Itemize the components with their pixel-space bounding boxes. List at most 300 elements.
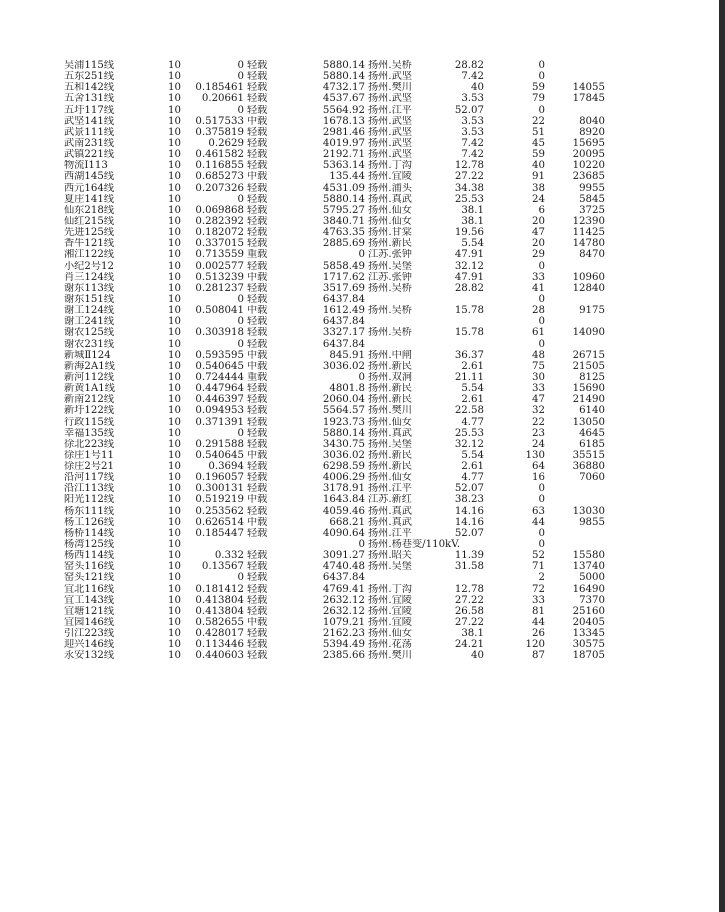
load-status-cell: 轻载 [247,60,268,71]
table-row [0,350,719,361]
capacity-cell: 2885.69 [322,238,365,250]
voltage-cell: 10 [168,427,181,439]
value-cell: 19.56 [454,227,484,239]
total-cell: 12840 [572,282,605,294]
voltage-cell: 10 [168,215,181,227]
line-name-cell: 宜北116线 [64,583,115,595]
table-row [0,606,719,617]
table-row [0,561,719,572]
load-status-cell: 中载 [247,271,268,283]
load-status-cell: 轻载 [247,505,268,517]
table-row [0,183,719,194]
table-row [0,405,719,416]
capacity-cell: 4769.41 [322,583,365,595]
capacity-cell: 668.21 [329,516,365,528]
table-row [0,205,719,216]
count-cell: 0 [538,260,545,272]
substation-cell: 扬州.樊川 [368,405,412,417]
count-cell: 79 [532,93,545,105]
load-rate-cell: 0.685273 [195,171,244,183]
capacity-cell: 845.91 [329,349,365,361]
substation-cell: 扬州.江平 [368,104,412,116]
voltage-cell: 10 [168,149,181,161]
line-name-cell: 迎兴146线 [64,639,115,651]
voltage-cell: 10 [168,617,181,629]
substation-cell: 扬州.中闸 [368,349,412,361]
capacity-cell: 3178.91 [322,483,365,495]
substation-cell: 扬州.吴桥 [368,305,412,317]
load-rate-cell: 0.446397 [195,394,244,406]
load-rate-cell: 0.461582 [195,149,244,161]
line-name-cell: 仙红215线 [64,215,115,227]
voltage-cell: 10 [168,550,181,562]
table-row [0,227,719,238]
load-status-cell: 轻载 [247,104,268,116]
count-cell: 91 [532,171,545,183]
value-cell: 2.61 [461,360,484,372]
capacity-cell: 1643.84 [322,494,365,506]
load-rate-cell: 0.20661 [201,93,244,105]
line-name-cell: 引江223线 [64,628,115,640]
value-cell: 28.82 [454,282,484,294]
load-rate-cell: 0.519219 [195,494,244,506]
load-status-cell: 轻载 [247,338,268,350]
count-cell: 45 [532,137,545,149]
load-rate-cell: 0.281237 [195,282,244,294]
count-cell: 28 [532,305,545,317]
load-status-cell: 中载 [247,516,268,528]
voltage-cell: 10 [168,227,181,239]
line-name-cell: 杨桥114线 [64,527,115,539]
table-row [0,216,719,227]
count-cell: 0 [538,293,545,305]
total-cell: 30575 [572,639,605,651]
line-name-cell: 物流Ⅰ113 [64,160,108,172]
load-status-cell: 轻载 [247,438,268,450]
substation-cell: 扬州.武坚 [368,71,412,83]
table-row [0,71,719,82]
load-rate-cell: 0 [237,427,244,439]
voltage-cell: 10 [168,394,181,406]
load-rate-cell: 0 [237,71,244,83]
load-status-cell: 轻载 [247,93,268,105]
substation-cell: 扬州.樊川 [368,650,412,662]
voltage-cell: 10 [168,583,181,595]
count-cell: 0 [538,527,545,539]
count-cell: 47 [532,394,545,406]
total-cell: 9175 [579,305,605,317]
table-row [0,294,719,305]
substation-cell: 扬州.仙女 [368,472,412,484]
voltage-cell: 10 [168,338,181,350]
count-cell: 30 [532,371,545,383]
capacity-cell: 5394.49 [322,639,365,651]
line-name-cell: 阳光112线 [64,494,115,506]
count-cell: 51 [532,126,545,138]
line-name-cell: 新黄1A1线 [64,383,115,395]
capacity-cell: 3036.02 [322,360,365,372]
line-name-cell: 徐庄1号11 [64,449,115,461]
capacity-cell: 5858.49 [322,260,365,272]
substation-cell: 扬州.武坚 [368,137,412,149]
count-cell: 72 [532,583,545,595]
load-rate-cell: 0 [237,60,244,71]
load-status-cell: 轻载 [247,149,268,161]
total-cell: 10960 [572,271,605,283]
capacity-cell: 4019.97 [322,137,365,149]
value-cell: 27.22 [454,617,484,629]
line-name-cell: 武南231线 [64,137,115,149]
voltage-cell: 10 [168,327,181,339]
substation-cell: 扬州.武坚 [368,149,412,161]
line-name-cell: 香牛121线 [64,238,115,250]
capacity-cell: 5795.27 [322,204,365,216]
table-row [0,60,719,71]
load-status-cell: 轻载 [247,483,268,495]
table-row [0,238,719,249]
value-cell: 15.78 [454,327,484,339]
load-rate-cell: 0 [237,104,244,116]
count-cell: 120 [525,639,545,651]
total-cell: 11425 [572,227,605,239]
line-name-cell: 小纪2号12 [64,260,115,272]
total-cell: 13050 [572,416,605,428]
value-cell: 31.58 [454,561,484,573]
count-cell: 130 [525,449,545,461]
voltage-cell: 10 [168,605,181,617]
capacity-cell: 5363.14 [322,160,365,172]
table-row [0,316,719,327]
value-cell: 28.82 [454,60,484,71]
voltage-cell: 10 [168,126,181,138]
capacity-cell: 4801.8 [329,383,365,395]
load-status-cell: 轻载 [247,550,268,562]
load-status-cell: 中载 [247,449,268,461]
voltage-cell: 10 [168,650,181,662]
line-name-cell: 谢农231线 [64,338,115,350]
line-name-cell: 宜园146线 [64,617,115,629]
load-status-cell: 轻载 [247,594,268,606]
load-rate-cell: 0.069868 [195,204,244,216]
substation-cell: 扬州.真武 [368,427,412,439]
substation-cell: 扬州.甘棠 [368,227,412,239]
table-row [0,339,719,350]
value-cell: 5.54 [461,449,484,461]
count-cell: 24 [532,193,545,205]
total-cell: 15690 [572,383,605,395]
load-status-cell: 轻载 [247,427,268,439]
table-row [0,249,719,260]
value-cell: 26.58 [454,605,484,617]
load-rate-cell: 0 [237,572,244,584]
count-cell: 59 [532,82,545,94]
load-rate-cell: 0.447964 [195,383,244,395]
load-rate-cell: 0.375819 [195,126,244,138]
capacity-cell: 2632.12 [322,594,365,606]
count-cell: 22 [532,115,545,127]
count-cell: 87 [532,650,545,662]
load-rate-cell: 0.13567 [201,561,244,573]
capacity-cell: 2192.71 [322,149,365,161]
load-status-cell: 轻载 [247,628,268,640]
load-status-cell: 轻载 [247,383,268,395]
load-status-cell: 中载 [247,115,268,127]
substation-cell: 扬州.新民 [368,360,412,372]
voltage-cell: 10 [168,438,181,450]
voltage-cell: 10 [168,293,181,305]
table-row [0,506,719,517]
table-row [0,461,719,472]
total-cell: 6185 [579,438,605,450]
count-cell: 0 [538,104,545,116]
load-rate-cell: 0.253562 [195,505,244,517]
voltage-cell: 10 [168,271,181,283]
capacity-cell: 4537.67 [322,93,365,105]
table-row [0,428,719,439]
table-row [0,283,719,294]
substation-cell: 扬州.花荡 [368,639,412,651]
line-name-cell: 行政115线 [64,416,115,428]
total-cell: 8040 [579,115,605,127]
count-cell: 23 [532,427,545,439]
load-status-cell: 重载 [247,371,268,383]
load-rate-cell: 0.300131 [195,483,244,495]
load-rate-cell: 0.332 [214,550,244,562]
capacity-cell: 3517.69 [322,282,365,294]
total-cell: 8470 [579,249,605,261]
load-rate-cell: 0 [237,193,244,205]
table-row [0,372,719,383]
voltage-cell: 10 [168,238,181,250]
capacity-cell: 5564.92 [322,104,365,116]
table-row [0,171,719,182]
line-name-cell: 五和142线 [64,82,115,94]
count-cell: 0 [538,316,545,328]
voltage-cell: 10 [168,316,181,328]
value-cell: 5.54 [461,383,484,395]
voltage-cell: 10 [168,193,181,205]
capacity-cell: 4732.17 [322,82,365,94]
substation-cell: 江苏.新红 [368,494,412,506]
value-cell: 25.53 [454,193,484,205]
load-status-cell: 轻载 [247,160,268,172]
value-cell: 12.78 [454,583,484,595]
count-cell: 0 [538,483,545,495]
capacity-cell: 1923.73 [322,416,365,428]
line-name-cell: 武镇221线 [64,149,115,161]
voltage-cell: 10 [168,461,181,473]
count-cell: 0 [538,539,545,551]
count-cell: 41 [532,282,545,294]
count-cell: 61 [532,327,545,339]
voltage-cell: 10 [168,93,181,105]
total-cell: 17845 [572,93,605,105]
voltage-cell: 10 [168,204,181,216]
count-cell: 47 [532,227,545,239]
load-status-cell: 轻载 [247,572,268,584]
voltage-cell: 10 [168,182,181,194]
count-cell: 2 [538,572,545,584]
value-cell: 3.53 [461,93,484,105]
count-cell: 20 [532,238,545,250]
substation-cell: 扬州.新民 [368,449,412,461]
load-rate-cell: 0.428017 [195,628,244,640]
total-cell: 13740 [572,561,605,573]
capacity-cell: 4531.09 [322,182,365,194]
line-name-cell: 永安132线 [64,650,115,662]
voltage-cell: 10 [168,516,181,528]
substation-cell: 扬州.昭关 [368,550,412,562]
load-status-cell: 中载 [247,494,268,506]
count-cell: 26 [532,628,545,640]
total-cell: 8125 [579,371,605,383]
capacity-cell: 3091.27 [322,550,365,562]
load-rate-cell: 0.540645 [195,360,244,372]
load-rate-cell: 0.540645 [195,449,244,461]
capacity-cell: 5880.14 [322,71,365,83]
count-cell: 71 [532,561,545,573]
voltage-cell: 10 [168,449,181,461]
table-row [0,160,719,171]
voltage-cell: 10 [168,282,181,294]
load-rate-cell: 0.207326 [195,182,244,194]
value-cell: 4.77 [461,416,484,428]
table-row [0,361,719,372]
value-cell: 52.07 [454,104,484,116]
line-name-cell: 五东251线 [64,71,115,83]
total-cell: 5000 [579,572,605,584]
load-status-cell: 轻载 [247,282,268,294]
load-rate-cell: 0 [237,316,244,328]
count-cell: 48 [532,349,545,361]
table-row [0,383,719,394]
voltage-cell: 10 [168,160,181,172]
total-cell: 25160 [572,605,605,617]
voltage-cell: 10 [168,305,181,317]
voltage-cell: 10 [168,171,181,183]
line-name-cell: 仙东218线 [64,204,115,216]
total-cell: 6140 [579,405,605,417]
table-row [0,550,719,561]
capacity-cell: 2981.46 [322,126,365,138]
table-row [0,327,719,338]
voltage-cell: 10 [168,472,181,484]
value-cell: 52.07 [454,527,484,539]
substation-cell: 扬州.新民 [368,238,412,250]
line-name-cell: 宜工143线 [64,594,115,606]
line-name-cell: 五圩117线 [64,104,115,116]
capacity-cell: 6298.59 [322,461,365,473]
total-cell: 14055 [572,82,605,94]
load-rate-cell: 0.3694 [208,461,244,473]
total-cell: 8920 [579,126,605,138]
line-name-cell: 西元164线 [64,182,115,194]
capacity-cell: 2632.12 [322,605,365,617]
total-cell: 10220 [572,160,605,172]
value-cell: 27.22 [454,594,484,606]
value-cell: 3.53 [461,126,484,138]
total-cell: 20405 [572,617,605,629]
voltage-cell: 10 [168,405,181,417]
voltage-cell: 10 [168,360,181,372]
substation-cell: 扬州.吴桥 [368,282,412,294]
load-rate-cell: 0.196057 [195,472,244,484]
data-table [0,60,719,662]
line-name-cell: 西湖145线 [64,171,115,183]
count-cell: 0 [538,71,545,83]
line-name-cell: 先进125线 [64,227,115,239]
voltage-cell: 10 [168,104,181,116]
table-row [0,539,719,550]
substation-cell: 扬州.真武 [368,505,412,517]
count-cell: 33 [532,594,545,606]
load-rate-cell: 0.185461 [195,82,244,94]
total-cell: 20095 [572,149,605,161]
value-cell: 25.53 [454,427,484,439]
capacity-cell: 4763.35 [322,227,365,239]
value-cell: 2.61 [461,394,484,406]
voltage-cell: 10 [168,383,181,395]
substation-cell: 扬州.浦头 [368,182,412,194]
load-rate-cell: 0.440603 [195,650,244,662]
capacity-cell: 5880.14 [322,193,365,205]
table-row [0,272,719,283]
load-status-cell: 轻载 [247,293,268,305]
substation-cell: 扬州.宜陵 [368,617,412,629]
line-name-cell: 肖三124线 [64,271,115,283]
line-name-cell: 湘江122线 [64,249,115,261]
value-cell: 38.1 [461,628,484,640]
load-rate-cell: 0.593595 [195,349,244,361]
count-cell: 33 [532,271,545,283]
table-row [0,105,719,116]
voltage-cell: 10 [168,539,181,551]
total-cell: 13345 [572,628,605,640]
total-cell: 9955 [579,182,605,194]
line-name-cell: 谢工124线 [64,305,115,317]
value-cell: 27.22 [454,171,484,183]
total-cell: 5845 [579,193,605,205]
table-row [0,305,719,316]
load-rate-cell: 0 [237,293,244,305]
table-row [0,595,719,606]
value-cell: 21.11 [454,371,484,383]
load-rate-cell: 0.508041 [195,305,244,317]
count-cell: 64 [532,461,545,473]
line-name-cell: 吴浦115线 [64,60,115,71]
count-cell: 0 [538,494,545,506]
value-cell: 7.42 [461,71,484,83]
voltage-cell: 10 [168,561,181,573]
substation-cell: 扬州.宜陵 [368,605,412,617]
load-rate-cell: 0.185447 [195,527,244,539]
voltage-cell: 10 [168,115,181,127]
value-cell: 15.78 [454,305,484,317]
substation-cell: 扬州.武坚 [368,115,412,127]
substation-cell: 江苏.张钟 [368,249,412,261]
voltage-cell: 10 [168,60,181,71]
table-row [0,138,719,149]
substation-cell: 扬州.宜陵 [368,594,412,606]
line-name-cell: 沿河117线 [64,472,115,484]
count-cell: 6 [538,204,545,216]
capacity-cell: 3036.02 [322,449,365,461]
capacity-cell: 1678.13 [322,115,365,127]
table-row [0,528,719,539]
substation-cell: 扬州.吴堡 [368,561,412,573]
load-rate-cell: 0.371391 [195,416,244,428]
total-cell: 23685 [572,171,605,183]
